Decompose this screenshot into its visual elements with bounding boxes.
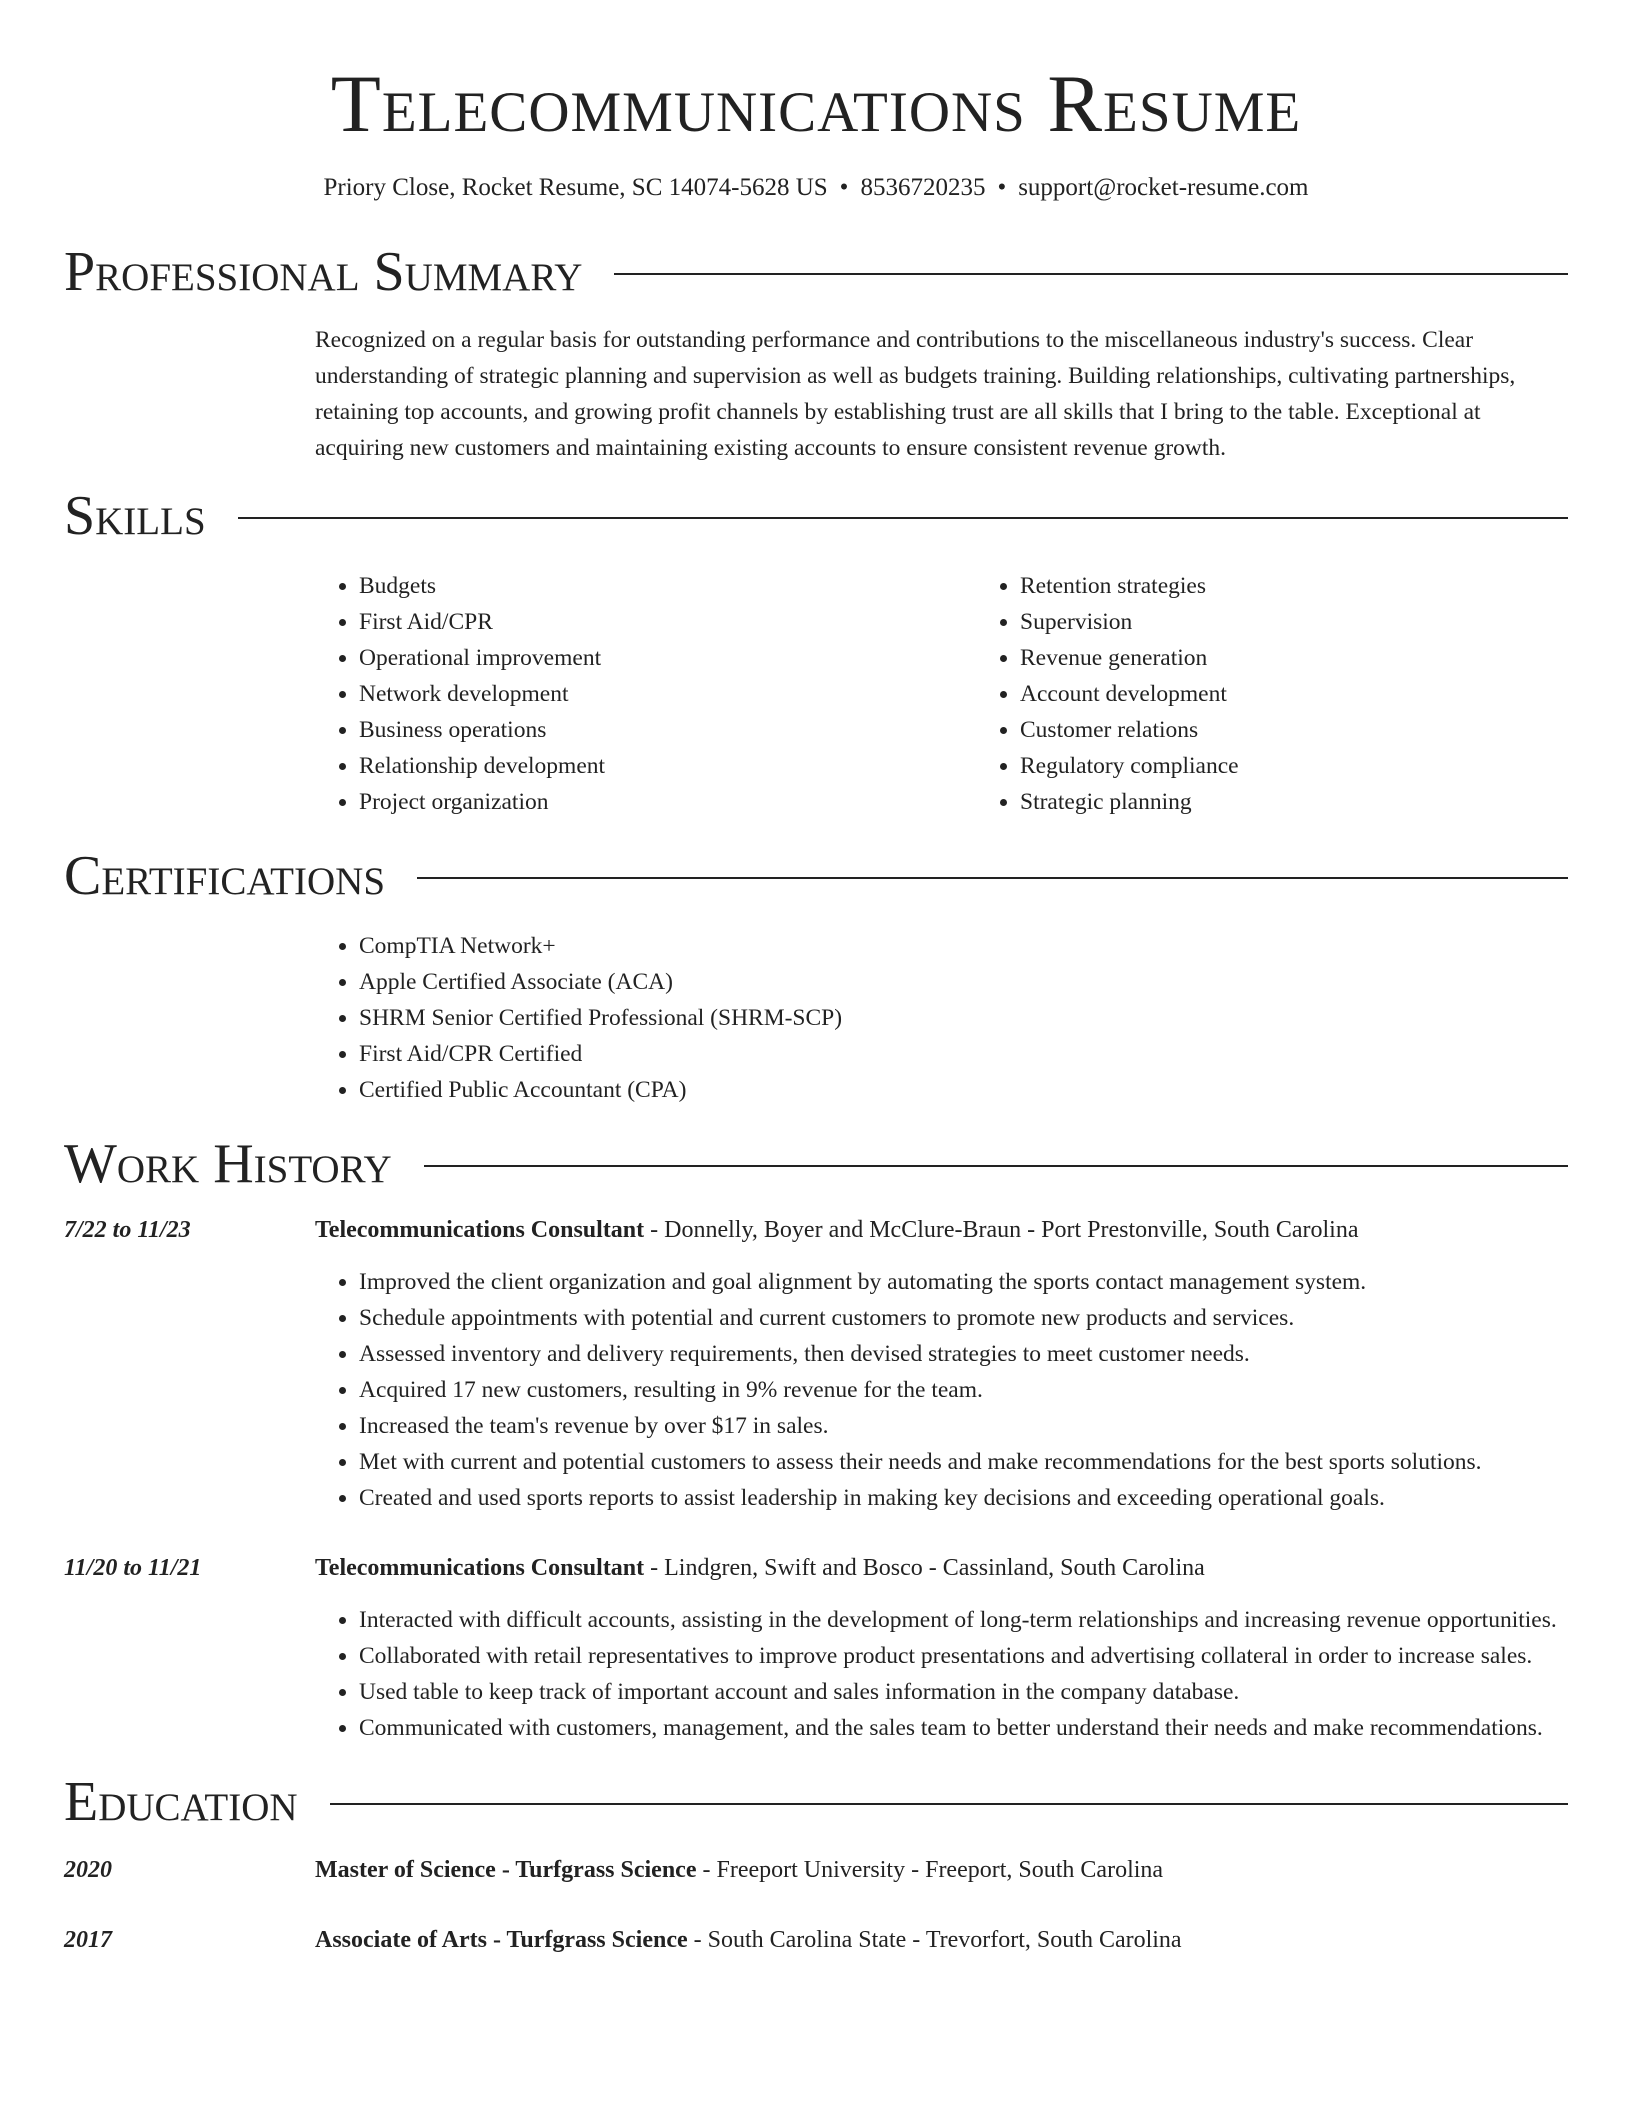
section-title: Professional Summary [64, 241, 583, 303]
education-entry [64, 1922, 1568, 1958]
section-title: Skills [64, 485, 206, 547]
section-title: Certifications [64, 845, 386, 907]
job-entry [64, 1212, 1568, 1516]
job-title: Telecommunications Consultant [315, 1555, 645, 1581]
section-title: Work History [64, 1133, 392, 1195]
job-bullet: • Used table to keep track of important account and sales information in the company database. [359, 1674, 1568, 1710]
job-bullet: • Schedule appointments with potential and current customers to promote new products and services. [359, 1300, 1568, 1336]
section-header-education [64, 1770, 1568, 1834]
certifications-list [315, 928, 1568, 1108]
skills-column-right [976, 568, 1632, 820]
job-details: - Lindgren, Swift and Bosco - Cassinland, South Carolina [644, 1555, 1205, 1581]
job-bullet: • Met with current and potential customers to assess their needs and make recommendations for the best sports solutions. [359, 1444, 1568, 1480]
skill-item: • Account development [1020, 676, 1632, 712]
job-bullet: • Interacted with difficult accounts, assisting in the development of long-term relationships and increasing revenue opportunities. [359, 1602, 1568, 1638]
section-header-work-history [64, 1132, 1568, 1196]
job-bullet: • Acquired 17 new customers, resulting in 9% revenue for the team. [359, 1372, 1568, 1408]
job-entry [64, 1550, 1568, 1746]
job-header [64, 1212, 1568, 1248]
job-bullet: • Assessed inventory and delivery requirements, then devised strategies to meet customer needs. [359, 1336, 1568, 1372]
education-year: 2017 [64, 1927, 112, 1953]
certification-item: • CompTIA Network+ [359, 928, 1568, 964]
skill-item: • Revenue generation [1020, 640, 1632, 676]
job-bullets [315, 1264, 1568, 1516]
job-dates: 11/20 to 11/21 [64, 1555, 202, 1581]
job-title: Telecommunications Consultant [315, 1217, 645, 1243]
contact-email: support@rocket-resume.com [1018, 174, 1309, 201]
section-header-skills [64, 484, 1568, 548]
skill-item: • First Aid/CPR [359, 604, 976, 640]
job-details: - Donnelly, Boyer and McClure-Braun - Port Prestonville, South Carolina [644, 1217, 1359, 1243]
certification-item: • Apple Certified Associate (ACA) [359, 964, 1568, 1000]
job-bullet: • Improved the client organization and goal alignment by automating the sports contact management system. [359, 1264, 1568, 1300]
skills-list [315, 568, 1568, 820]
skill-item: • Project organization [359, 784, 976, 820]
skill-item: • Strategic planning [1020, 784, 1632, 820]
job-heading [315, 1212, 1568, 1248]
job-bullets-wrap [315, 1264, 1568, 1516]
section-title: Education [64, 1771, 298, 1833]
certifications-body [315, 928, 1568, 1108]
education-degree: Master of Science - Turfgrass Science [315, 1857, 697, 1883]
skill-item: • Supervision [1020, 604, 1632, 640]
skill-item: • Customer relations [1020, 712, 1632, 748]
skill-item: • Business operations [359, 712, 976, 748]
section-divider [330, 1803, 1568, 1805]
section-divider [424, 1165, 1568, 1167]
section-header-summary [64, 240, 1568, 304]
section-divider [238, 517, 1568, 519]
education-details: - South Carolina State - Trevorfort, South Carolina [687, 1927, 1182, 1953]
job-bullets [315, 1602, 1568, 1746]
skill-item: • Operational improvement [359, 640, 976, 676]
skill-item: • Relationship development [359, 748, 976, 784]
section-divider [614, 273, 1568, 275]
education-degree: Associate of Arts - Turfgrass Science [315, 1927, 688, 1953]
skill-item: • Network development [359, 676, 976, 712]
skills-column-left [315, 568, 976, 820]
skill-item: • Regulatory compliance [1020, 748, 1632, 784]
certification-item: • First Aid/CPR Certified [359, 1036, 1568, 1072]
job-header [64, 1550, 1568, 1586]
section-divider [417, 877, 1568, 879]
job-bullet: • Communicated with customers, management, and the sales team to better understand their needs and make recommendations. [359, 1710, 1568, 1746]
education-heading [315, 1852, 1568, 1888]
education-entry [64, 1852, 1568, 1888]
education-heading [315, 1922, 1568, 1958]
summary-body [315, 322, 1568, 466]
contact-separator: • [839, 174, 849, 201]
summary-text: Recognized on a regular basis for outstanding performance and contributions to the miscellaneous industry's success. Clear understanding of strategic planning and supervision as well as budgets training. Building relationships, cultivating partnerships, retaining top accounts, and growing profit channels by establishing trust are all skills that I bring to the table. Exceptional at acquiring new customers and maintaining existing accounts to ensure consistent revenue growth. [315, 327, 1516, 461]
skill-item: • Budgets [359, 568, 976, 604]
job-heading [315, 1550, 1568, 1586]
certification-item: • Certified Public Accountant (CPA) [359, 1072, 1568, 1108]
resume-title: Telecommunications Resume [330, 58, 1302, 149]
contact-line [64, 172, 1568, 204]
contact-address: Priory Close, Rocket Resume, SC 14074-5628 US [323, 174, 828, 201]
job-bullet: • Increased the team's revenue by over $17 in sales. [359, 1408, 1568, 1444]
job-bullet: • Collaborated with retail representatives to improve product presentations and advertising collateral in order to increase sales. [359, 1638, 1568, 1674]
contact-separator: • [997, 174, 1007, 201]
work-history-list [64, 1212, 1568, 1746]
education-details: - Freeport University - Freeport, South Carolina [696, 1857, 1164, 1883]
job-dates: 7/22 to 11/23 [64, 1217, 191, 1243]
section-header-certifications [64, 844, 1568, 908]
skill-item: • Retention strategies [1020, 568, 1632, 604]
certification-item: • SHRM Senior Certified Professional (SHRM-SCP) [359, 1000, 1568, 1036]
job-bullets-wrap [315, 1602, 1568, 1746]
education-list [64, 1852, 1568, 1958]
education-year: 2020 [64, 1857, 112, 1883]
contact-phone: 8536720235 [860, 174, 986, 201]
job-bullet: • Created and used sports reports to assist leadership in making key decisions and exceeding operational goals. [359, 1480, 1568, 1516]
